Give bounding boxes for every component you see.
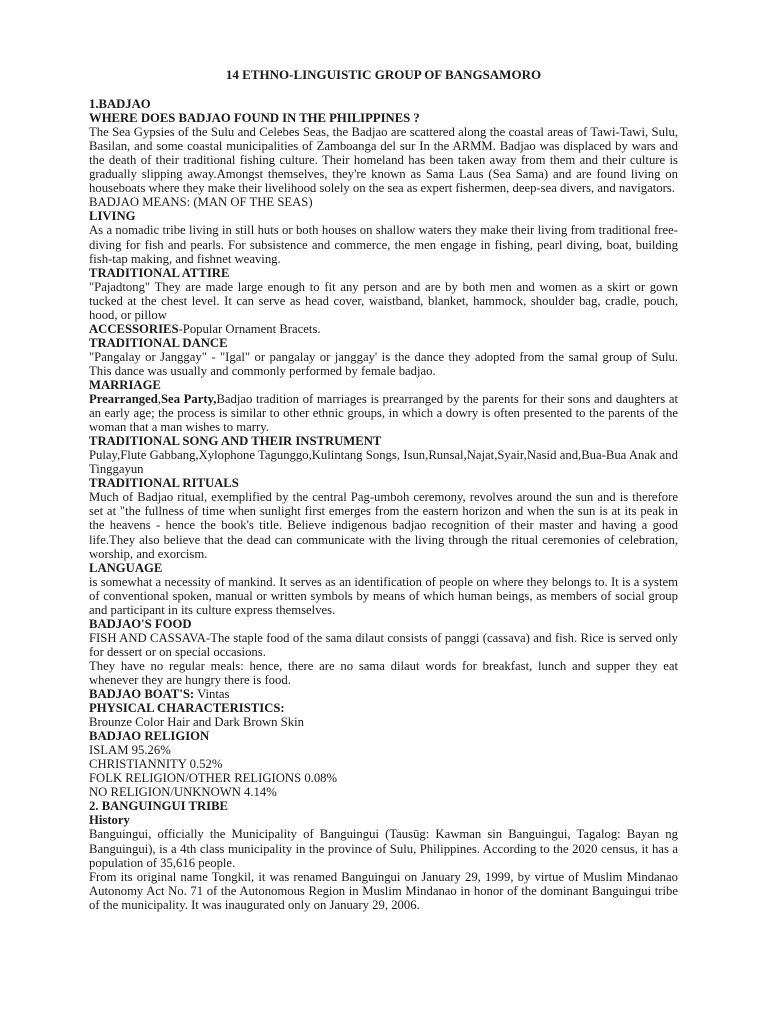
boat-label: BADJAO BOAT'S: — [89, 687, 195, 702]
dance-paragraph: "Pangalay or Janggay" - "Igal" or pangalay or janggay' is the dance they adopted from the samal group of Sulu. This dance was usually and commonly performed by female badjao. — [89, 349, 678, 378]
attire-paragraph: "Pajadtong" They are made large enough to fit any person and are by both men and women as a skirt or gown tucked at the chest level. It can serve as head cover, waistband, blanket, hammock, shoulder bag, cradle, pouch, hood, or pillow — [89, 279, 678, 322]
song-paragraph: Pulay,Flute Gabbang,Xylophone Tagunggo,Kulintang Songs, Isun,Runsal,Najat,Syair,Nasid and,Bua-Bua Anak and Tinggayun — [89, 448, 678, 477]
accessories-line — [89, 322, 678, 336]
language-heading: LANGUAGE — [89, 560, 163, 575]
rituals-paragraph: Much of Badjao ritual, exemplified by the central Pag-umboh ceremony, revolves around the sun and is therefore set at "the fullness of time when sunlight first emerges from the eastern horizon and when the sun is at its peak in the heavens - hence the book's title. Believe indigenous badjao recognition of their master and having a good life.They also believe that the dead can communicate with the living through the ritual ceremonies of celebration, worship, and exorcism. — [89, 490, 678, 561]
language-paragraph: is somewhat a necessity of mankind. It serves as an identification of people on where they belongs to. It is a system of conventional spoken, manual or written symbols by means of which human beings, as members of social group and participant in its culture express themselves. — [89, 574, 678, 617]
section-heading-banguingui: 2. BANGUINGUI TRIBE — [89, 799, 229, 814]
religion-item: CHRISTIANNITY 0.52% — [89, 757, 223, 772]
marriage-separator-1: , — [157, 392, 161, 407]
physical-heading: PHYSICAL CHARACTERISTICS: — [89, 701, 285, 716]
document-page — [89, 68, 678, 912]
living-paragraph: As a nomadic tribe living in still huts or both houses on shallow waters they make their living from traditional free-diving for fish and pearls. For subsistence and commerce, the men engage in fishing, pearl diving, boat, building fish-tap making, and fishnet weaving. — [89, 223, 678, 266]
boat-text: Vintas — [194, 687, 230, 702]
history-paragraph-2: From its original name Tongkil, it was renamed Banguingui on January 29, 1999, by virtue of Muslim Mindanao Autonomy Act No. 71 of the Autonomous Region in Muslim Mindanao in honor of the dominant Banguingui tribe of the municipality. It was inaugurated only on January 29, 2006. — [89, 869, 678, 912]
living-heading: LIVING — [89, 209, 136, 224]
religion-heading: BADJAO RELIGION — [89, 729, 210, 744]
history-paragraph-1: Banguingui, officially the Municipality of Banguingui (Tausūg: Kawman sin Banguingui, Tagalog: Bayan ng Banguingui), is a 4th class municipality in the province of Sulu, Philippines. According to the 2020 census, it has a population of 35,616 people. — [89, 827, 678, 870]
question-heading: WHERE DOES BADJAO FOUND IN THE PHILIPPINES ? — [89, 111, 420, 126]
boat-line — [89, 687, 678, 701]
rituals-heading: TRADITIONAL RITUALS — [89, 476, 239, 491]
religion-item: NO RELIGION/UNKNOWN 4.14% — [89, 785, 277, 800]
attire-heading: TRADITIONAL ATTIRE — [89, 265, 230, 280]
marriage-heading: MARRIAGE — [89, 377, 161, 392]
document-title: 14 ETHNO-LINGUISTIC GROUP OF BANGSAMORO — [225, 67, 542, 82]
marriage-label-prearranged: Prearranged — [89, 392, 158, 407]
dance-heading: TRADITIONAL DANCE — [89, 335, 228, 350]
badjao-intro-paragraph: The Sea Gypsies of the Sulu and Celebes Seas, the Badjao are scattered along the coastal areas of Tawi-Tawi, Sulu, Basilan, and some coastal municipalities of Zamboanga del sur In the ARMM. Badjao was displaced by wars and the death of their traditional fishing culture. Their homeland has been taken away from them and their culture is gradually slipping away.Amongst themselves, they're known as Sama Laus (Sea Sama) and are found living on houseboats where they make their livelihood solely on the sea as expert fishermen, deep-sea divers, and navigators. — [89, 125, 678, 196]
food-paragraph-2: They have no regular meals: hence, there are no sama dilaut words for breakfast, lunch and supper they eat whenever they are hungry there is food. — [89, 658, 678, 687]
song-heading: TRADITIONAL SONG AND THEIR INSTRUMENT — [89, 434, 382, 449]
badjao-means-line: BADJAO MEANS: (MAN OF THE SEAS) — [89, 195, 313, 210]
accessories-text: -Popular Ornament Bracets. — [178, 321, 321, 336]
marriage-label-sea-party: Sea Party — [161, 392, 214, 407]
physical-text: Brounze Color Hair and Dark Brown Skin — [89, 715, 304, 730]
religion-item: FOLK RELIGION/OTHER RELIGIONS 0.08% — [89, 771, 338, 786]
food-paragraph-1: FISH AND CASSAVA-The staple food of the sama dilaut consists of panggi (cassava) and fish. Rice is served only for dessert or on special occasions. — [89, 630, 678, 659]
accessories-label: ACCESSORIES — [89, 321, 179, 336]
section-heading-badjao: 1.BADJAO — [89, 97, 151, 112]
religion-item: ISLAM 95.26% — [89, 743, 171, 758]
history-heading: History — [89, 813, 130, 828]
marriage-paragraph — [89, 392, 678, 434]
marriage-text: Badjao tradition of marriages is prearranged by the parents for their sons and daughters at an early age; the process is similar to other ethnic groups, in which a dowry is often presented to the parents of the woman that a man wishes to marry. — [89, 392, 678, 435]
food-heading: BADJAO'S FOOD — [89, 616, 192, 631]
marriage-separator-2: , — [213, 392, 217, 407]
